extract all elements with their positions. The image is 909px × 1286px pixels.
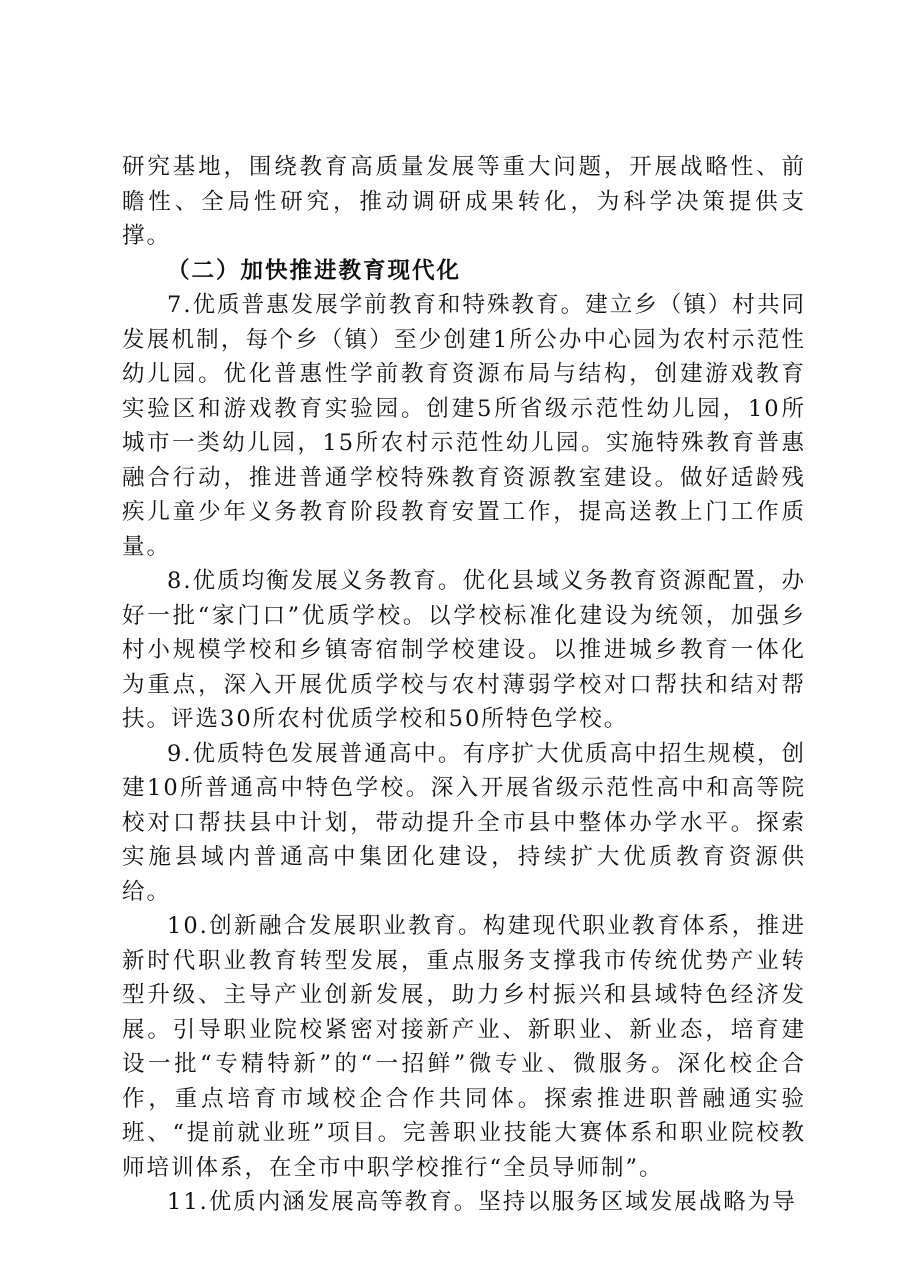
section-heading: （二）加快推进教育现代化 bbox=[167, 257, 462, 284]
paragraph-item-8: 8.优质均衡发展义务教育。优化县域义务教育资源配置，办好一批“家门口”优质学校。以学校标准化建设为统领，加强乡村小规模学校和乡镇寄宿制学校建设。以推进城乡教育一体化为重点，深入开展优质学校与农村薄弱学校对口帮扶和结对帮扶。评选30所农村优质学校和50所特色学校。 bbox=[122, 568, 806, 732]
paragraph-item-7: 7.优质普惠发展学前教育和特殊教育。建立乡（镇）村共同发展机制，每个乡（镇）至少创建1所公办中心园为农村示范性幼儿园。优化普惠性学前教育资源布局与结构，创建游戏教育实验区和游戏教育实验园。创建5所省级示范性幼儿园，10所城市一类幼儿园，15所农村示范性幼儿园。实施特殊教育普惠融合行动，推进普通学校特殊教育资源教室建设。做好适龄残疾儿童少年义务教育阶段教育安置工作，提高送教上门工作质量。 bbox=[122, 292, 806, 560]
document-page bbox=[122, 150, 806, 1220]
paragraph-item-11: 11.优质内涵发展高等教育。坚持以服务区域发展战略为导 bbox=[167, 1189, 797, 1215]
paragraph-item-9: 9.优质特色发展普通高中。有序扩大优质高中招生规模，创建10所普通高中特色学校。深入开展省级示范性高中和高等院校对口帮扶县中计划，带动提升全市县中整体办学水平。探索实施县域内普通高中集团化建设，持续扩大优质教育资源供给。 bbox=[122, 740, 806, 905]
paragraph-continuation: 研究基地，围绕教育高质量发展等重大问题，开展战略性、前瞻性、全局性研究，推动调研成果转化，为科学决策提供支撑。 bbox=[122, 154, 806, 249]
paragraph-item-10: 10.创新融合发展职业教育。构建现代职业教育体系，推进新时代职业教育转型发展，重点服务支撑我市传统优势产业转型升级、主导产业创新发展，助力乡村振兴和县域特色经济发展。引导职业院校紧密对接新产业、新职业、新业态，培育建设一批“专精特新”的“一招鲜”微专业、微服务。深化校企合作，重点培育市域校企合作共同体。探索推进职普融通实验班、“提前就业班”项目。完善职业技能大赛体系和职业院校教师培训体系，在全市中职学校推行“全员导师制”。 bbox=[122, 913, 806, 1181]
